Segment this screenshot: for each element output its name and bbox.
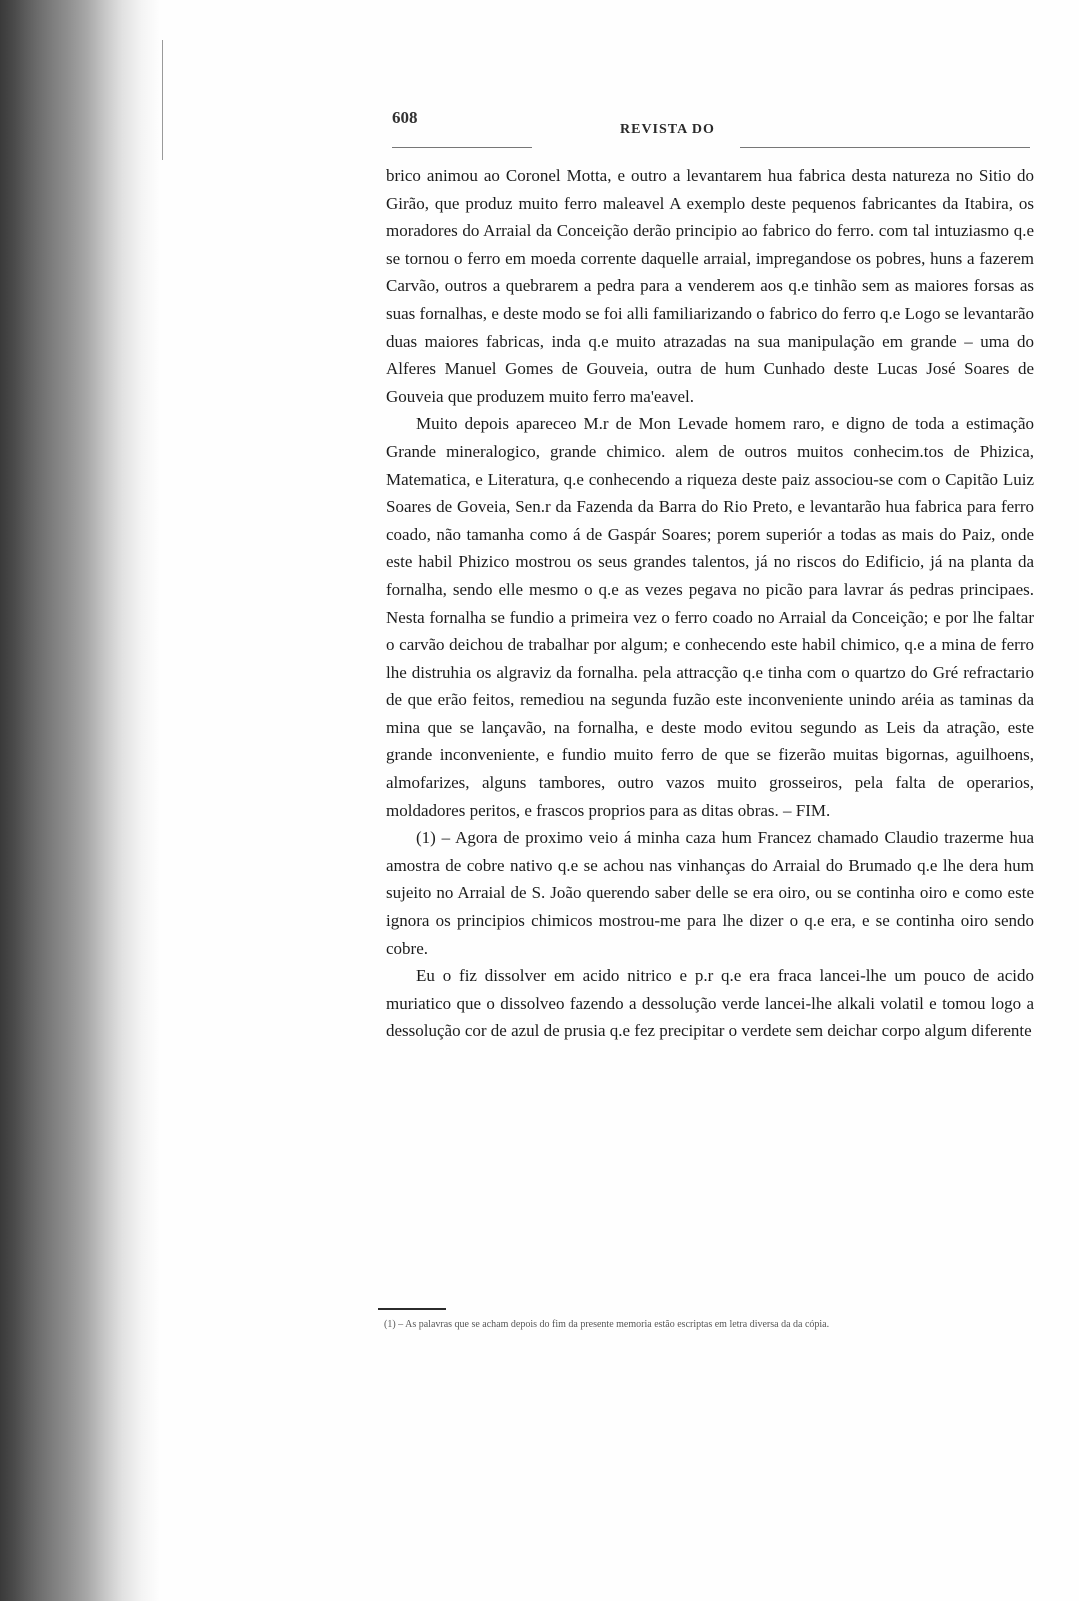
body-text bbox=[386, 162, 1034, 1045]
paragraph-dissolution: Eu o fiz dissolver em acido nitrico e p.r q.e era fraca lancei-lhe um pouco de acido muriatico que o dissolveo fazendo a dessolução verde lancei-lhe alkali volatil e tomou logo a dessolução cor de azul de prusia q.e fez precipitar o verdete sem deichar corpo algum diferente bbox=[386, 966, 1034, 1041]
page-number: 608 bbox=[392, 108, 418, 127]
footnote-rule bbox=[378, 1308, 446, 1310]
paragraph-monlevade: Muito depois apareceo M.r de Mon Levade homem raro, e digno de toda a estimação Grande mineralogico, grande chimico. alem de outros muitos conhecim.tos de Phizica, Matematica, e Literatura, q.e conhecendo a riqueza deste paiz associou-se com o Capitão Luiz Soares de Goveia, Sen.r da Fazenda da Barra do Rio Preto, e levantarão hua fabrica para ferro coado, não tamanha como á de Gaspár Soares; porem superiór a todas as mais do Paiz, onde este habil Phizico mostrou os seus grandes talentos, já no riscos do Edificio, já na planta da fornalha, sendo elle mesmo o q.e as vezes pegava no picão para lavrar ás pedras principaes. Nesta fornalha se fundio a primeira vez o ferro coado no Arraial da Conceição; e por lhe faltar o carvão deichou de trabalhar por algum; e conhecendo este habil chimico, q.e a mina de ferro lhe distruhia os algraviz da fornalha. pela attracção q.e tinha com o quartzo do Gré refractario de que erão feitos, remediou na segunda fuzão este inconveniente unindo aréia as taminas da mina que se lançavão, na fornalha, e deste modo evitou segundo as Leis da atração, este grande inconveniente, e fundio muito ferro de que se fizerão muitas bigornas, aguilhoens, almofarizes, alguns tambores, outro vazos muito grosseiros, pela falta de operarios, moldadores peritos, e frascos proprios para as ditas obras. – FIM. bbox=[386, 414, 1034, 820]
paragraph-continuation: brico animou ao Coronel Motta, e outro a levantarem hua fabrica desta natureza no Sitio do Girão, que produz muito ferro maleavel A exemplo deste pequenos fabricantes da Itabira, os moradores do Arraial da Conceição derão principio ao fabrico do ferro. com tal intuziasmo q.e se tornou o ferro em moeda corrente daquelle arraial, impregandose os pobres, huns a fazerem Carvão, outros a quebrarem a pedra para a venderem aos q.e tinhão sem as maiores forsas as suas fornalhas, e deste modo se foi alli familiarizando o fabrico do ferro q.e Logo se levantarão duas maiores fabricas, inda q.e muito atrazadas na sua manipulação em grande – uma do Alferes Manuel Gomes de Gouveia, outra de hum Cunhado deste Lucas José Soares de Gouveia que produzem muito ferro ma'eavel. bbox=[386, 166, 1034, 406]
paragraph-note-copper: (1) – Agora de proximo veio á minha caza hum Francez chamado Claudio trazerme hua amostra de cobre nativo q.e se achou nas vinhanças do Arraial do Brumado q.e lhe dera hum sujeito no Arraial de S. João querendo saber delle se era oiro, ou se continha oiro e como este ignora os principios chimicos mostrou-me para lhe dizer o q.e era, e se continha oiro sendo cobre. bbox=[386, 828, 1034, 958]
book-gutter-shadow bbox=[0, 0, 160, 1601]
running-head: REVISTA DO bbox=[620, 122, 715, 137]
header-rule-left bbox=[392, 147, 532, 148]
footnote: (1) – As palavras que se acham depois do fim da presente memoria estão escriptas em letra diversa da da cópia. bbox=[384, 1319, 830, 1330]
gutter-edge-line bbox=[162, 40, 163, 160]
header-rule-right bbox=[740, 147, 1030, 148]
